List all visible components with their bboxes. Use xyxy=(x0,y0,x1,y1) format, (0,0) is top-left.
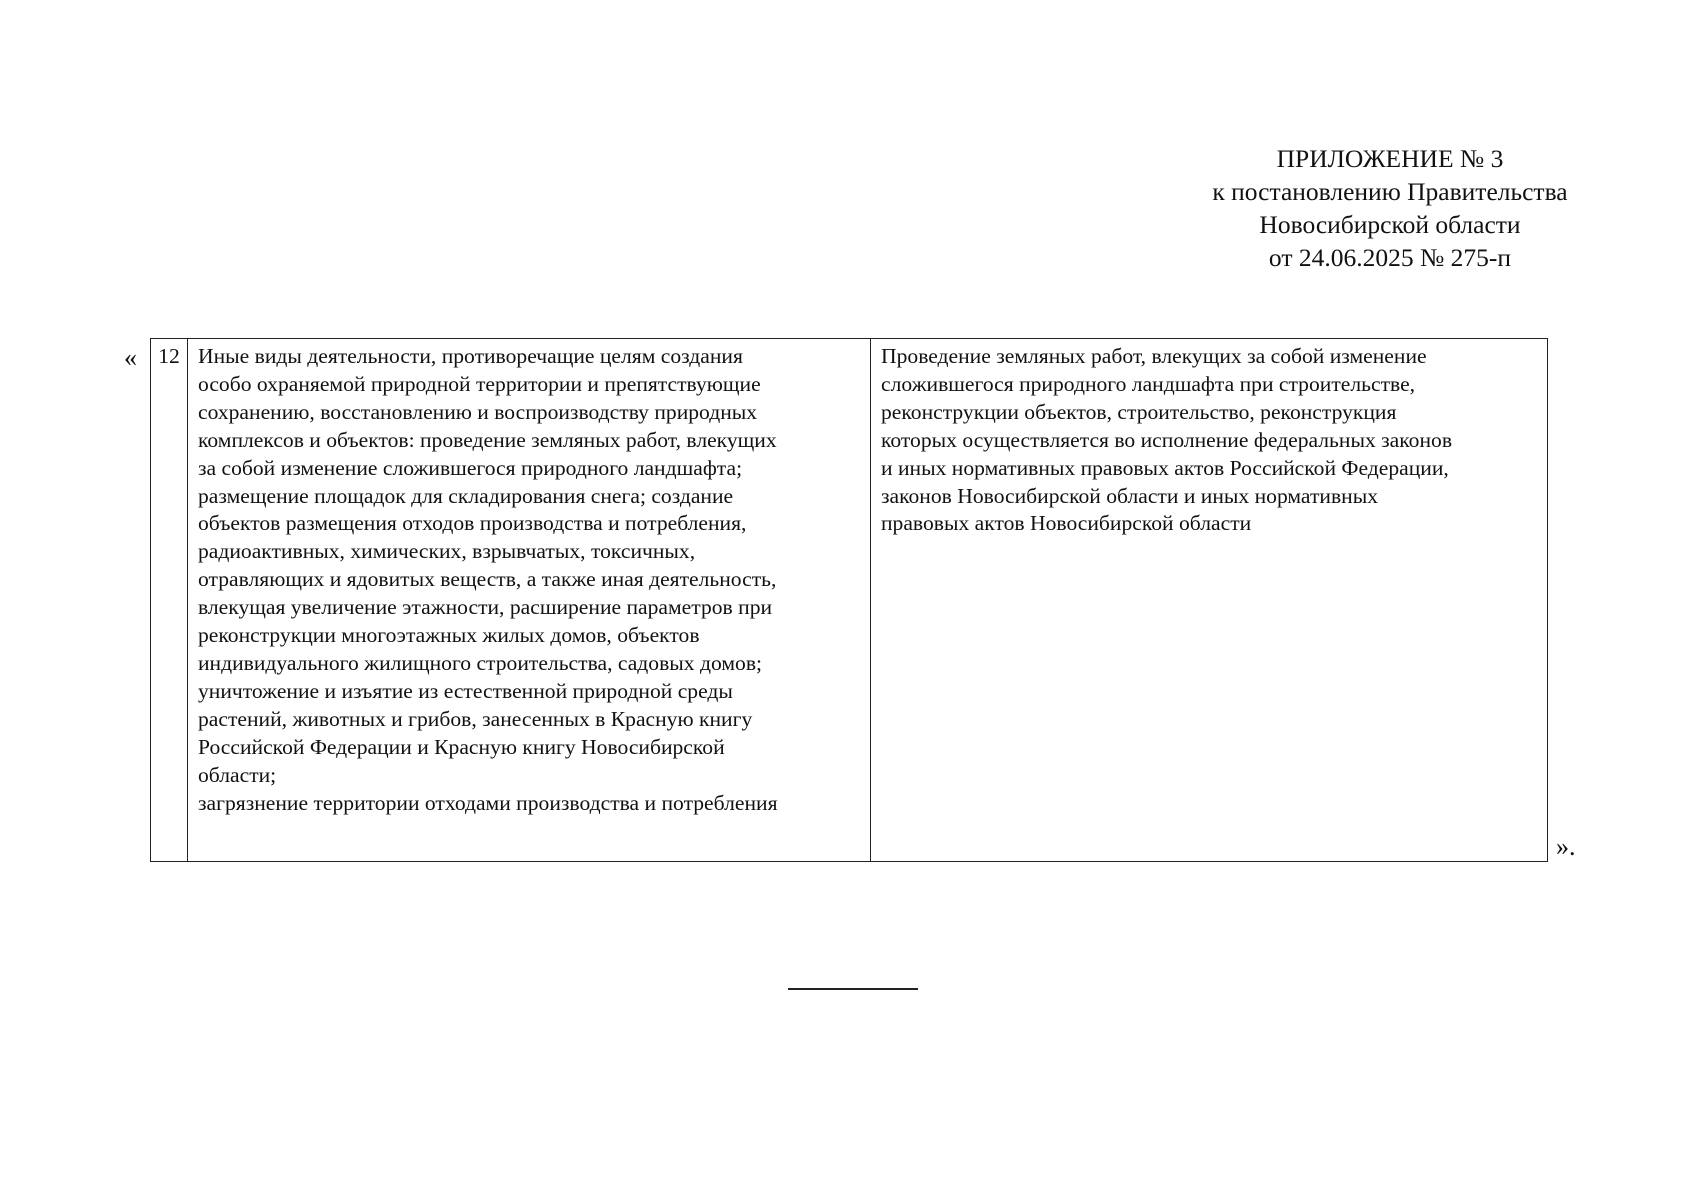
text-line: реконструкции многоэтажных жилых домов, объектов xyxy=(198,623,700,648)
text-line: размещение площадок для складирования снега; создание xyxy=(198,483,734,508)
appendix-header xyxy=(1160,142,1620,274)
closing-quote: ». xyxy=(1556,832,1576,861)
text-line: радиоактивных, химических, взрывчатых, токсичных, xyxy=(198,539,696,564)
end-divider-line xyxy=(788,988,918,990)
table-row xyxy=(151,339,1548,862)
text-line: реконструкции объектов, строительство, реконструкция xyxy=(881,399,1397,424)
text-line: отравляющих и ядовитых веществ, а также иная деятельность, xyxy=(198,567,777,592)
text-line: Проведение земляных работ, влекущих за собой изменение xyxy=(881,344,1427,368)
text-line: объектов размещения отходов производства и потребления, xyxy=(198,511,747,536)
appendix-region: Новосибирской области xyxy=(1259,210,1521,239)
text-line: за собой изменение сложившегося природного ландшафта; xyxy=(198,455,743,480)
text-line: правовых актов Новосибирской области xyxy=(881,511,1252,536)
text-line: Российской Федерации и Красную книгу Новосибирской xyxy=(198,734,725,759)
text-line: и иных нормативных правовых актов Российской Федерации, xyxy=(881,455,1449,480)
appendix-title: ПРИЛОЖЕНИЕ № 3 xyxy=(1276,144,1504,173)
text-line: Иные виды деятельности, противоречащие целям создания xyxy=(198,344,743,368)
appendix-date-number: от 24.06.2025 № 275-п xyxy=(1268,243,1512,272)
text-line: сложившегося природного ландшафта при строительстве, xyxy=(881,371,1416,396)
prohibited-activities-cell xyxy=(188,339,871,862)
text-line: комплексов и объектов: проведение земляных работ, влекущих xyxy=(198,427,777,452)
regulation-table xyxy=(150,338,1548,862)
exceptions-cell xyxy=(871,339,1548,862)
text-line: сохранению, восстановлению и воспроизводству природных xyxy=(198,399,758,424)
text-line: уничтожение и изъятие из естественной природной среды xyxy=(198,678,733,703)
text-line: влекущая увеличение этажности, расширение параметров при xyxy=(198,595,773,620)
text-line: загрязнение территории отходами производства и потребления xyxy=(198,790,778,815)
row-number: 12 xyxy=(151,339,188,862)
text-line: которых осуществляется во исполнение федеральных законов xyxy=(881,427,1453,452)
appendix-reference: к постановлению Правительства xyxy=(1212,177,1568,206)
text-line: индивидуального жилищного строительства, садовых домов; xyxy=(198,650,763,675)
text-line: области; xyxy=(198,762,277,787)
text-line: законов Новосибирской области и иных нормативных xyxy=(881,483,1379,508)
opening-quote: « xyxy=(124,343,137,372)
text-line: особо охраняемой природной территории и препятствующие xyxy=(198,371,761,396)
text-line: растений, животных и грибов, занесенных в Красную книгу xyxy=(198,706,753,731)
